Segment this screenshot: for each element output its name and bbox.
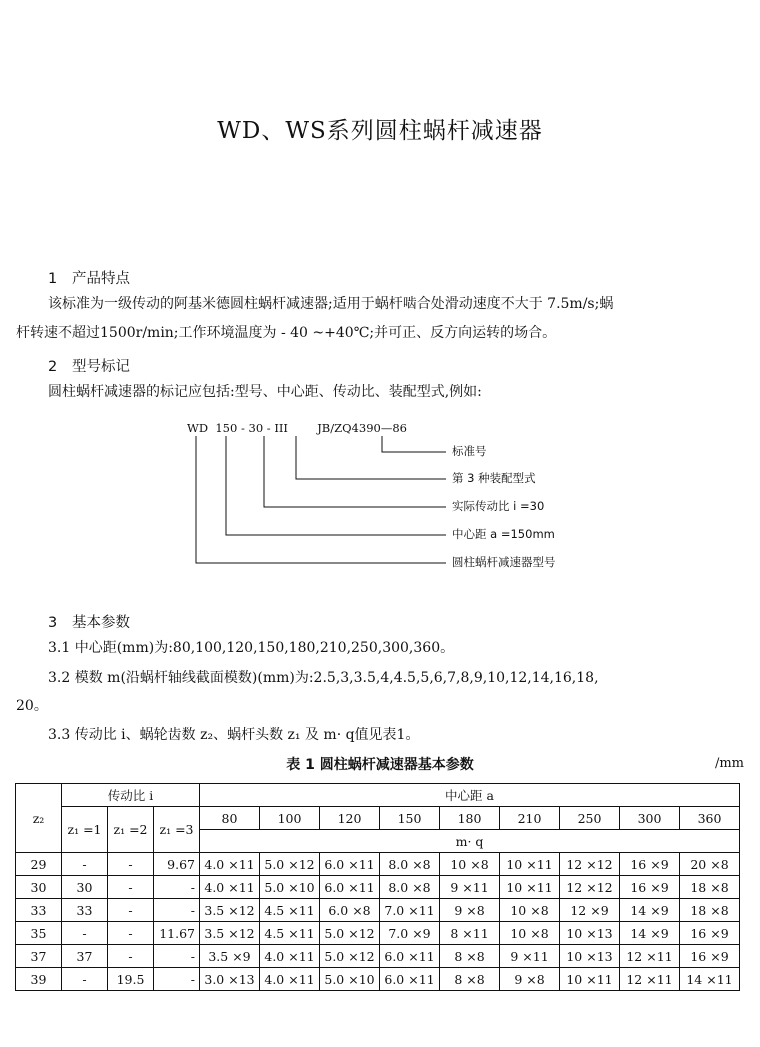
section-2-number: 2 <box>48 359 58 375</box>
z2-header: z₂ <box>16 784 62 853</box>
mq-cell: 9 ×8 <box>440 899 500 922</box>
section-3-number: 3 <box>48 615 58 631</box>
section-2-intro: 圆柱蜗杆减速器的标记应包括:型号、中心距、传动比、装配型式,例如: <box>48 384 482 400</box>
ratio-z1-3-cell: 9.67 <box>154 853 200 876</box>
mq-cell: 5.0 ×12 <box>320 945 380 968</box>
mq-cell: 4.5 ×11 <box>260 922 320 945</box>
z2-cell: 30 <box>16 876 62 899</box>
mq-cell: 12 ×12 <box>560 853 620 876</box>
section-2-title: 型号标记 <box>72 359 130 375</box>
mq-cell: 20 ×8 <box>680 853 740 876</box>
center-300: 300 <box>620 807 680 830</box>
mq-cell: 3.5 ×12 <box>200 922 260 945</box>
table-caption: 表 1 圆柱蜗杆减速器基本参数 <box>286 757 474 773</box>
section-3-title: 基本参数 <box>72 615 130 631</box>
center-150: 150 <box>380 807 440 830</box>
ratio-z1-3-cell: - <box>154 945 200 968</box>
section-3-2-line-2: 20。 <box>16 698 48 714</box>
mq-cell: 8 ×8 <box>440 945 500 968</box>
center-100: 100 <box>260 807 320 830</box>
label-center-distance: 中心距 a =150mm <box>452 527 555 541</box>
center-80: 80 <box>200 807 260 830</box>
mq-cell: 7.0 ×9 <box>380 922 440 945</box>
mq-cell: 6.0 ×11 <box>320 853 380 876</box>
z1-3-header: z₁ =3 <box>154 807 200 853</box>
mq-cell: 10 ×13 <box>560 922 620 945</box>
mq-cell: 8 ×11 <box>440 922 500 945</box>
z2-cell: 29 <box>16 853 62 876</box>
z1-2-header: z₁ =2 <box>108 807 154 853</box>
mq-cell: 14 ×9 <box>620 922 680 945</box>
ratio-z1-2-cell: 19.5 <box>108 968 154 991</box>
mq-header: m· q <box>200 830 740 853</box>
mq-cell: 6.0 ×11 <box>320 876 380 899</box>
mq-cell: 18 ×8 <box>680 899 740 922</box>
table-row <box>16 899 740 922</box>
model-code: WD 150 - 30 - III JB/ZQ4390—86 <box>187 421 407 435</box>
mq-cell: 5.0 ×12 <box>320 922 380 945</box>
table-row <box>16 922 740 945</box>
section-1-number: 1 <box>48 271 58 287</box>
ratio-z1-1-cell: - <box>62 853 108 876</box>
label-ratio: 实际传动比 i =30 <box>452 499 545 513</box>
ratio-z1-1-cell: 37 <box>62 945 108 968</box>
mq-cell: 10 ×8 <box>440 853 500 876</box>
mq-cell: 14 ×9 <box>620 899 680 922</box>
mq-cell: 9 ×11 <box>500 945 560 968</box>
mq-cell: 9 ×8 <box>500 968 560 991</box>
table-row <box>16 853 740 876</box>
mq-cell: 10 ×11 <box>500 876 560 899</box>
ratio-z1-2-cell: - <box>108 876 154 899</box>
center-180: 180 <box>440 807 500 830</box>
page-title: WD、WS系列圆柱蜗杆减速器 <box>217 118 543 144</box>
z2-cell: 35 <box>16 922 62 945</box>
mq-cell: 5.0 ×10 <box>260 876 320 899</box>
mq-cell: 8.0 ×8 <box>380 876 440 899</box>
mq-cell: 4.5 ×11 <box>260 899 320 922</box>
center-250: 250 <box>560 807 620 830</box>
mq-cell: 5.0 ×12 <box>260 853 320 876</box>
ratio-z1-1-cell: 33 <box>62 899 108 922</box>
mq-cell: 7.0 ×11 <box>380 899 440 922</box>
mq-cell: 12 ×11 <box>620 945 680 968</box>
mq-cell: 6.0 ×8 <box>320 899 380 922</box>
mq-cell: 4.0 ×11 <box>260 945 320 968</box>
mq-cell: 10 ×8 <box>500 922 560 945</box>
section-3-1: 3.1 中心距(mm)为:80,100,120,150,180,210,250,300,360。 <box>48 640 455 656</box>
params-table <box>15 783 740 991</box>
section-3-3: 3.3 传动比 i、蜗轮齿数 z₂、蜗杆头数 z₁ 及 m· q值见表1。 <box>48 727 420 743</box>
mq-cell: 3.5 ×9 <box>200 945 260 968</box>
mq-cell: 4.0 ×11 <box>200 853 260 876</box>
mq-cell: 9 ×11 <box>440 876 500 899</box>
z2-cell: 33 <box>16 899 62 922</box>
mq-cell: 12 ×9 <box>560 899 620 922</box>
mq-cell: 10 ×8 <box>500 899 560 922</box>
mq-cell: 16 ×9 <box>680 922 740 945</box>
ratio-z1-3-cell: - <box>154 968 200 991</box>
mq-cell: 16 ×9 <box>620 876 680 899</box>
mq-cell: 4.0 ×11 <box>200 876 260 899</box>
mq-cell: 16 ×9 <box>680 945 740 968</box>
label-standard-number: 标准号 <box>452 444 487 458</box>
ratio-z1-2-cell: - <box>108 945 154 968</box>
mq-cell: 14 ×11 <box>680 968 740 991</box>
mq-cell: 10 ×11 <box>500 853 560 876</box>
ratio-z1-3-cell: 11.67 <box>154 922 200 945</box>
table-row <box>16 876 740 899</box>
table-row <box>16 945 740 968</box>
label-assembly-type: 第 3 种装配型式 <box>452 471 536 485</box>
section-1-line-1: 该标准为一级传动的阿基米德圆柱蜗杆减速器;适用于蜗杆啮合处滑动速度不大于 7.5m/s;蜗 <box>48 296 614 312</box>
mq-cell: 12 ×11 <box>620 968 680 991</box>
mq-cell: 5.0 ×10 <box>320 968 380 991</box>
table-row <box>16 968 740 991</box>
mq-cell: 4.0 ×11 <box>260 968 320 991</box>
mq-cell: 10 ×11 <box>560 968 620 991</box>
mq-cell: 3.0 ×13 <box>200 968 260 991</box>
center-360: 360 <box>680 807 740 830</box>
section-3-heading <box>48 611 130 632</box>
mq-cell: 8 ×8 <box>440 968 500 991</box>
mq-cell: 6.0 ×11 <box>380 968 440 991</box>
mq-cell: 18 ×8 <box>680 876 740 899</box>
mq-cell: 10 ×13 <box>560 945 620 968</box>
ratio-z1-3-cell: - <box>154 899 200 922</box>
ratio-z1-1-cell: - <box>62 968 108 991</box>
z2-cell: 37 <box>16 945 62 968</box>
center-120: 120 <box>320 807 380 830</box>
ratio-header: 传动比 i <box>62 784 200 807</box>
ratio-z1-1-cell: - <box>62 922 108 945</box>
mq-cell: 16 ×9 <box>620 853 680 876</box>
section-1-line-2: 杆转速不超过1500r/min;工作环境温度为 - 40 ~+40℃;并可正、反方向运转的场合。 <box>16 325 557 341</box>
table-unit: /mm <box>714 756 744 771</box>
mq-cell: 6.0 ×11 <box>380 945 440 968</box>
center-210: 210 <box>500 807 560 830</box>
ratio-z1-2-cell: - <box>108 899 154 922</box>
center-distance-header: 中心距 a <box>200 784 740 807</box>
ratio-z1-2-cell: - <box>108 853 154 876</box>
section-3-2-line-1: 3.2 模数 m(沿蜗杆轴线截面模数)(mm)为:2.5,3,3.5,4,4.5,5,6,7,8,9,10,12,14,16,18, <box>48 670 599 686</box>
z2-cell: 39 <box>16 968 62 991</box>
z1-1-header: z₁ =1 <box>62 807 108 853</box>
ratio-z1-2-cell: - <box>108 922 154 945</box>
label-reducer-model: 圆柱蜗杆减速器型号 <box>452 555 556 569</box>
section-1-title: 产品特点 <box>72 271 130 287</box>
mq-cell: 8.0 ×8 <box>380 853 440 876</box>
ratio-z1-3-cell: - <box>154 876 200 899</box>
mq-cell: 12 ×12 <box>560 876 620 899</box>
mq-cell: 3.5 ×12 <box>200 899 260 922</box>
ratio-z1-1-cell: 30 <box>62 876 108 899</box>
